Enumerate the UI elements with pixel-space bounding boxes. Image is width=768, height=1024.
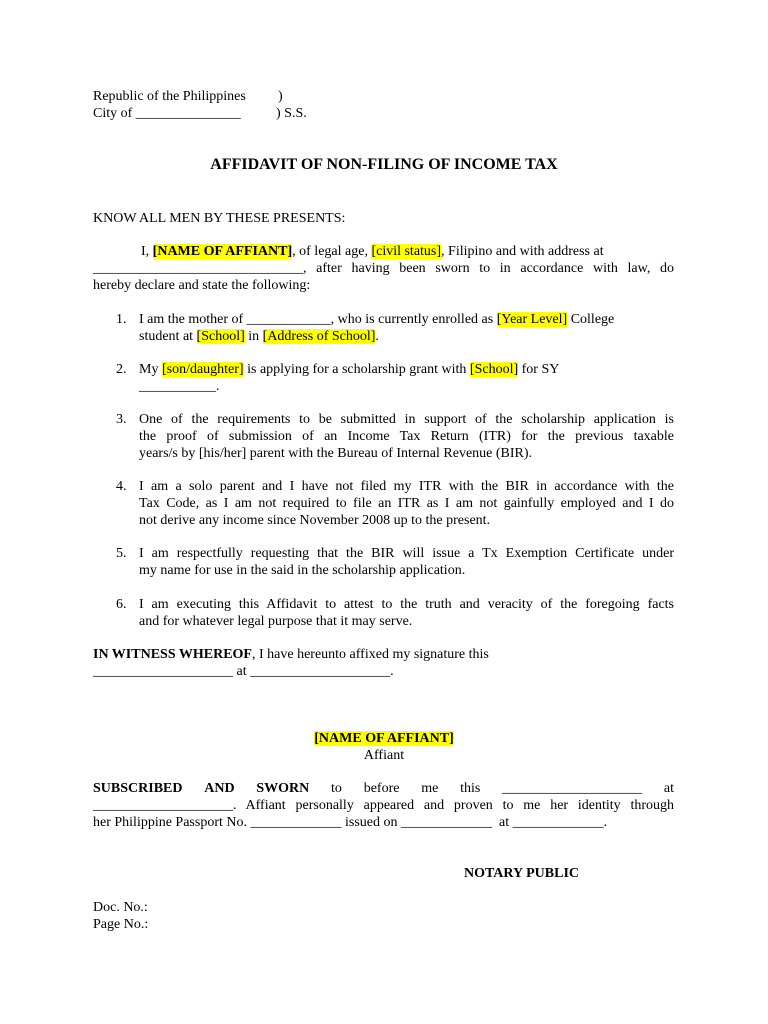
item-1-line-2 xyxy=(139,328,379,345)
item-6-number: 6. xyxy=(116,597,127,612)
witness-text: , I have hereunto affixed my signature this xyxy=(251,647,489,662)
item-3-line-1: One of the requirements to be submitted in support of the scholarship application is xyxy=(139,412,674,427)
item-text: . xyxy=(375,329,379,344)
item-4-number: 4. xyxy=(116,479,127,494)
item-text: I am the mother of ____________, who is currently enrolled as xyxy=(139,312,497,327)
son-daughter-placeholder: [son/daughter] xyxy=(161,362,244,377)
item-text: is applying for a scholarship grant with xyxy=(243,362,470,377)
document-title: AFFIDAVIT OF NON-FILING OF INCOME TAX xyxy=(210,156,558,173)
item-4-line-1: I am a solo parent and I have not filed my ITR with the BIR in accordance with the xyxy=(139,479,674,494)
republic-paren: ) xyxy=(278,89,283,104)
republic-line: Republic of the Philippines xyxy=(93,89,246,104)
to-word: to xyxy=(331,781,342,796)
school-address-placeholder: [Address of School] xyxy=(262,329,376,344)
year-level-placeholder: [Year Level] xyxy=(496,312,568,327)
school-placeholder: [School] xyxy=(469,362,519,377)
item-6-line-2: and for whatever legal purpose that it may serve. xyxy=(139,614,413,629)
item-5-line-1: I am respectfully requesting that the BIR will issue a Tx Exemption Certificate under xyxy=(139,546,674,561)
intro-text: I, xyxy=(141,244,153,259)
item-6-line-1: I am executing this Affidavit to attest to the truth and veracity of the foregoing facts xyxy=(139,597,674,612)
item-text: in xyxy=(244,329,263,344)
subscribed-line-2: ____________________. Affiant personally appeared and proven to me her identity through xyxy=(93,798,674,813)
intro-line-3: hereby declare and state the following: xyxy=(93,278,311,293)
subscribed-line-3: her Philippine Passport No. _____________ issued on _____________ at _____________. xyxy=(93,815,608,830)
signature-name-line xyxy=(0,730,768,747)
intro-line-2: ______________________________, after having been sworn to in accordance with law, do xyxy=(93,261,674,276)
witness-heading: IN WITNESS WHEREOF xyxy=(93,647,252,662)
know-all-line: KNOW ALL MEN BY THESE PRESENTS: xyxy=(93,211,346,226)
page-no-label: Page No.: xyxy=(93,917,149,932)
item-1-line-1 xyxy=(139,311,614,328)
item-4-line-2: Tax Code, as I am not required to file an ITR as I am not gainfully employed and I do xyxy=(139,496,674,511)
item-3-number: 3. xyxy=(116,412,127,427)
notary-public-label: NOTARY PUBLIC xyxy=(464,866,580,881)
me-word: me xyxy=(421,781,439,796)
ss-label: ) S.S. xyxy=(276,106,307,121)
item-3-line-2: the proof of submission of an Income Tax Return (ITR) for the previous taxable xyxy=(139,429,674,444)
sworn-word: SWORN xyxy=(256,781,310,796)
item-5-number: 5. xyxy=(116,546,127,561)
item-text: My xyxy=(139,362,162,377)
item-text: for SY xyxy=(518,362,560,377)
affiant-name-placeholder: [NAME OF AFFIANT] xyxy=(152,244,293,259)
item-2-line-2: ___________. xyxy=(139,379,220,394)
subscribed-line-1 xyxy=(93,780,674,797)
intro-text: , Filipino and with address at xyxy=(441,244,604,259)
item-text: College xyxy=(567,312,615,327)
before-word: before xyxy=(363,781,400,796)
civil-status-placeholder: [civil status] xyxy=(371,244,442,259)
witness-line-1 xyxy=(93,646,489,663)
affiant-label: Affiant xyxy=(363,748,405,763)
intro-line-1 xyxy=(141,243,604,260)
item-5-line-2: my name for use in the said in the scholarship application. xyxy=(139,563,466,578)
at-word: at xyxy=(663,781,674,796)
city-line: City of _______________ xyxy=(93,106,241,121)
this-word: this xyxy=(460,781,481,796)
item-2-line-1 xyxy=(139,361,559,378)
subscribed-word: SUBSCRIBED xyxy=(93,781,183,796)
item-text: student at xyxy=(139,329,197,344)
affiant-name-signature: [NAME OF AFFIANT] xyxy=(314,731,454,746)
doc-no-label: Doc. No.: xyxy=(93,900,148,915)
item-4-line-3: not derive any income since November 2008 up to the present. xyxy=(139,513,491,528)
intro-text: , of legal age, xyxy=(292,244,372,259)
witness-line-2: ____________________ at ____________________. xyxy=(93,664,394,679)
item-3-line-3: years/s by [his/her] parent with the Bureau of Internal Revenue (BIR). xyxy=(139,446,533,461)
item-2-number: 2. xyxy=(116,362,127,377)
date-blank: ____________________ xyxy=(502,781,643,796)
and-word: AND xyxy=(204,781,235,796)
school-placeholder: [School] xyxy=(196,329,245,344)
item-1-number: 1. xyxy=(116,312,127,327)
